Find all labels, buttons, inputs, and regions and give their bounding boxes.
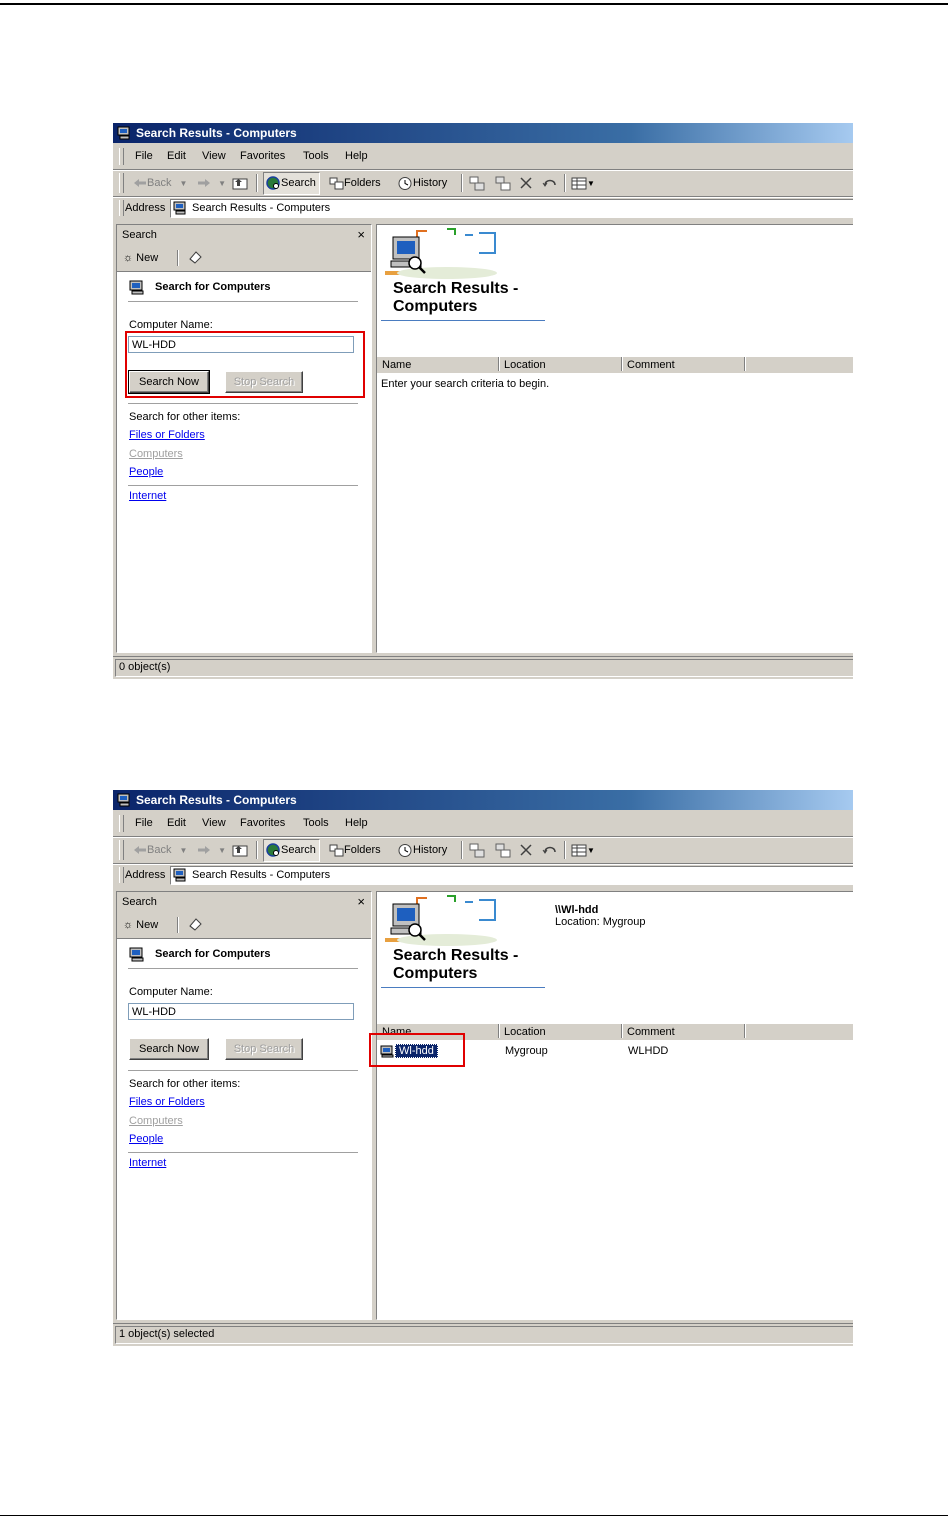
- delete-x-icon: [519, 176, 533, 190]
- menu-tools[interactable]: Tools: [303, 817, 329, 829]
- other-items-label: Search for other items:: [129, 411, 241, 423]
- move-to-button[interactable]: [469, 171, 485, 195]
- toolbar-separator: [564, 174, 566, 192]
- move-to-icon: [469, 843, 485, 858]
- title-underline: [381, 320, 545, 321]
- details-name: \\Wl-hdd: [555, 904, 599, 916]
- menu-edit[interactable]: Edit: [167, 150, 186, 162]
- status-bar: [113, 656, 853, 677]
- address-bar: [113, 865, 853, 885]
- back-label: Back: [147, 844, 172, 856]
- move-to-icon: [469, 176, 485, 191]
- new-search-label: New: [136, 919, 159, 931]
- status-text: 0 object(s): [115, 659, 853, 677]
- address-bar: [113, 198, 853, 218]
- new-search-button[interactable]: [123, 245, 158, 271]
- menu-file[interactable]: File: [135, 817, 153, 829]
- up-folder-icon: [232, 843, 248, 857]
- toolbar-grip[interactable]: [119, 840, 124, 860]
- folders-button[interactable]: [329, 838, 381, 862]
- forward-dropdown-icon[interactable]: ▼: [218, 179, 226, 188]
- title-bar[interactable]: [113, 790, 853, 810]
- address-grip[interactable]: [119, 200, 124, 216]
- search-pane-title: Search: [122, 896, 157, 908]
- views-button[interactable]: [571, 838, 595, 862]
- search-heading-text: Search for Computers: [155, 281, 271, 293]
- details-location: Location: Mygroup: [555, 916, 646, 928]
- back-button[interactable]: [133, 838, 187, 862]
- toolbar-separator: [564, 841, 566, 859]
- forward-dropdown-icon[interactable]: ▼: [218, 846, 226, 855]
- results-title-line2: Computers: [393, 298, 478, 315]
- results-title-line2: Computers: [393, 965, 478, 982]
- results-title: [393, 947, 518, 983]
- back-arrow-icon: [133, 178, 147, 188]
- row-location: Mygroup: [505, 1045, 548, 1057]
- back-label: Back: [147, 177, 172, 189]
- results-title-line1: Search Results -: [393, 280, 519, 297]
- heading-divider: [128, 968, 358, 969]
- search-label: Search: [281, 844, 316, 856]
- back-button[interactable]: [133, 171, 187, 195]
- results-pane: [376, 224, 853, 653]
- search-now-button[interactable]: Search Now: [129, 1038, 209, 1060]
- toolbar: [113, 838, 853, 862]
- page-top-rule: [0, 3, 948, 5]
- copy-to-icon: [495, 843, 511, 858]
- address-field[interactable]: [170, 199, 853, 218]
- views-grid-icon: [571, 177, 587, 190]
- menu-view[interactable]: View: [202, 817, 226, 829]
- address-label: Address: [125, 869, 166, 881]
- copy-to-button[interactable]: [495, 171, 511, 195]
- menu-bar: [113, 146, 853, 167]
- up-folder-button[interactable]: [232, 838, 248, 862]
- toolbar-separator: [256, 841, 258, 859]
- highlight-result-row: [369, 1033, 465, 1067]
- column-comment[interactable]: Comment: [622, 1024, 745, 1038]
- selected-item-details: [555, 904, 646, 928]
- link-people[interactable]: People: [129, 466, 164, 478]
- search-globe-icon: [266, 176, 281, 191]
- computer-search-icon: [117, 126, 132, 140]
- move-to-button[interactable]: [469, 838, 485, 862]
- menu-tools[interactable]: Tools: [303, 150, 329, 162]
- menu-bar: [113, 813, 853, 834]
- toolbar-separator: [461, 841, 463, 859]
- views-button[interactable]: [571, 171, 595, 195]
- link-internet[interactable]: Internet: [129, 1157, 167, 1169]
- row-name: Wl-hdd: [395, 1044, 438, 1058]
- computer-icon: [129, 947, 146, 962]
- close-icon[interactable]: ×: [357, 227, 365, 242]
- undo-button[interactable]: [542, 171, 558, 195]
- search-now-button[interactable]: Search Now: [129, 371, 209, 393]
- link-files-or-folders[interactable]: Files or Folders: [129, 1096, 205, 1108]
- views-dropdown-icon[interactable]: ▼: [587, 846, 595, 855]
- results-title: [393, 280, 518, 316]
- views-dropdown-icon[interactable]: ▼: [587, 179, 595, 188]
- computer-icon: [129, 280, 146, 295]
- link-computers[interactable]: Computers: [129, 1115, 183, 1127]
- search-pane-toolbar: [117, 912, 371, 939]
- links-divider: [128, 485, 358, 486]
- results-title-line1: Search Results -: [393, 947, 519, 964]
- column-comment[interactable]: Comment: [622, 357, 745, 371]
- forward-arrow-icon: [197, 845, 211, 855]
- address-value: Search Results - Computers: [192, 202, 331, 214]
- menu-view[interactable]: View: [202, 150, 226, 162]
- search-results-banner-icon: [377, 892, 517, 952]
- clear-eraser-icon[interactable]: [187, 249, 203, 265]
- up-folder-button[interactable]: [232, 171, 248, 195]
- address-value: Search Results - Computers: [192, 869, 331, 881]
- column-location[interactable]: Location: [499, 357, 622, 371]
- pane-toolbar-separator: [177, 250, 179, 266]
- search-divider: [128, 1070, 358, 1071]
- computer-search-icon: [117, 793, 132, 807]
- other-items-label: Search for other items:: [129, 1078, 241, 1090]
- search-pane-header: [117, 225, 371, 245]
- title-bar[interactable]: [113, 123, 853, 143]
- status-text: 1 object(s) selected: [115, 1326, 853, 1344]
- back-dropdown-icon[interactable]: ▼: [179, 179, 188, 188]
- search-button[interactable]: [263, 172, 320, 195]
- forward-button[interactable]: [197, 838, 226, 862]
- search-computers-icon: [173, 868, 188, 882]
- forward-button[interactable]: [197, 171, 226, 195]
- column-name[interactable]: Name: [377, 1024, 499, 1038]
- toolbar-separator: [256, 174, 258, 192]
- forward-arrow-icon: [197, 178, 211, 188]
- menu-file[interactable]: File: [135, 150, 153, 162]
- folders-label: Folders: [344, 844, 381, 856]
- pane-toolbar-separator: [177, 917, 179, 933]
- search-pane: [116, 224, 372, 653]
- row-comment: WLHDD: [628, 1045, 669, 1057]
- history-button[interactable]: [397, 838, 447, 862]
- undo-icon: [542, 177, 558, 189]
- menu-edit[interactable]: Edit: [167, 817, 186, 829]
- links-divider: [128, 1152, 358, 1153]
- stop-search-button[interactable]: Stop Search: [225, 371, 303, 393]
- explorer-window-2: [113, 790, 853, 1346]
- search-computers-icon: [173, 201, 188, 215]
- window-title: Search Results - Computers: [136, 126, 297, 140]
- history-clock-icon: [397, 843, 413, 858]
- address-grip[interactable]: [119, 867, 124, 883]
- search-results-banner-icon: [377, 225, 517, 285]
- clear-eraser-icon[interactable]: [187, 916, 203, 932]
- search-pane-toolbar: [117, 245, 371, 272]
- search-heading-text: Search for Computers: [155, 948, 271, 960]
- computer-name-input[interactable]: WL-HDD: [128, 336, 354, 353]
- menu-grip[interactable]: [119, 148, 124, 165]
- up-folder-icon: [232, 176, 248, 190]
- computer-name-input[interactable]: WL-HDD: [128, 1003, 354, 1020]
- computer-name-label: Computer Name:: [129, 319, 213, 331]
- undo-button[interactable]: [542, 838, 558, 862]
- menu-help[interactable]: Help: [345, 150, 368, 162]
- back-dropdown-icon[interactable]: ▼: [179, 846, 188, 855]
- heading-divider: [128, 301, 358, 302]
- new-search-icon: ☼: [123, 252, 134, 264]
- folders-label: Folders: [344, 177, 381, 189]
- history-button[interactable]: [397, 171, 447, 195]
- toolbar: [113, 171, 853, 195]
- menu-help[interactable]: Help: [345, 817, 368, 829]
- search-button[interactable]: [263, 839, 320, 862]
- search-globe-icon: [266, 843, 281, 858]
- search-pane: [116, 891, 372, 1320]
- new-search-button[interactable]: [123, 912, 158, 938]
- folders-button[interactable]: [329, 171, 381, 195]
- link-people[interactable]: People: [129, 1133, 164, 1145]
- link-computers[interactable]: Computers: [129, 448, 183, 460]
- undo-icon: [542, 844, 558, 856]
- link-files-or-folders[interactable]: Files or Folders: [129, 429, 205, 441]
- toolbar-grip[interactable]: [119, 173, 124, 193]
- toolbar-separator: [461, 174, 463, 192]
- folders-icon: [329, 177, 344, 190]
- copy-to-icon: [495, 176, 511, 191]
- stop-search-button[interactable]: Stop Search: [225, 1038, 303, 1060]
- new-search-icon: ☼: [123, 919, 134, 931]
- history-label: History: [413, 844, 448, 856]
- column-headers: [377, 357, 853, 373]
- status-bar: [113, 1323, 853, 1344]
- history-clock-icon: [397, 176, 413, 191]
- menu-favorites[interactable]: Favorites: [240, 817, 286, 829]
- results-pane: [376, 891, 853, 1320]
- folders-icon: [329, 844, 344, 857]
- menu-grip[interactable]: [119, 815, 124, 832]
- delete-button[interactable]: [519, 838, 533, 862]
- link-internet[interactable]: Internet: [129, 490, 167, 502]
- delete-x-icon: [519, 843, 533, 857]
- delete-button[interactable]: [519, 171, 533, 195]
- views-grid-icon: [571, 844, 587, 857]
- search-pane-title: Search: [122, 229, 157, 241]
- column-name[interactable]: Name: [377, 357, 499, 371]
- address-field[interactable]: [170, 866, 853, 885]
- page-bottom-rule: [0, 1515, 948, 1516]
- menu-favorites[interactable]: Favorites: [240, 150, 286, 162]
- explorer-window-1: [113, 123, 853, 679]
- new-search-label: New: [136, 252, 159, 264]
- address-label: Address: [125, 202, 166, 214]
- close-icon[interactable]: ×: [357, 894, 365, 909]
- search-label: Search: [281, 177, 316, 189]
- computer-name-label: Computer Name:: [129, 986, 213, 998]
- history-label: History: [413, 177, 448, 189]
- back-arrow-icon: [133, 845, 147, 855]
- column-location[interactable]: Location: [499, 1024, 622, 1038]
- copy-to-button[interactable]: [495, 838, 511, 862]
- highlight-search-criteria: [125, 331, 365, 398]
- search-pane-header: [117, 892, 371, 912]
- search-divider: [128, 403, 358, 404]
- title-underline: [381, 987, 545, 988]
- window-title: Search Results - Computers: [136, 793, 297, 807]
- empty-results-message: Enter your search criteria to begin.: [381, 378, 550, 390]
